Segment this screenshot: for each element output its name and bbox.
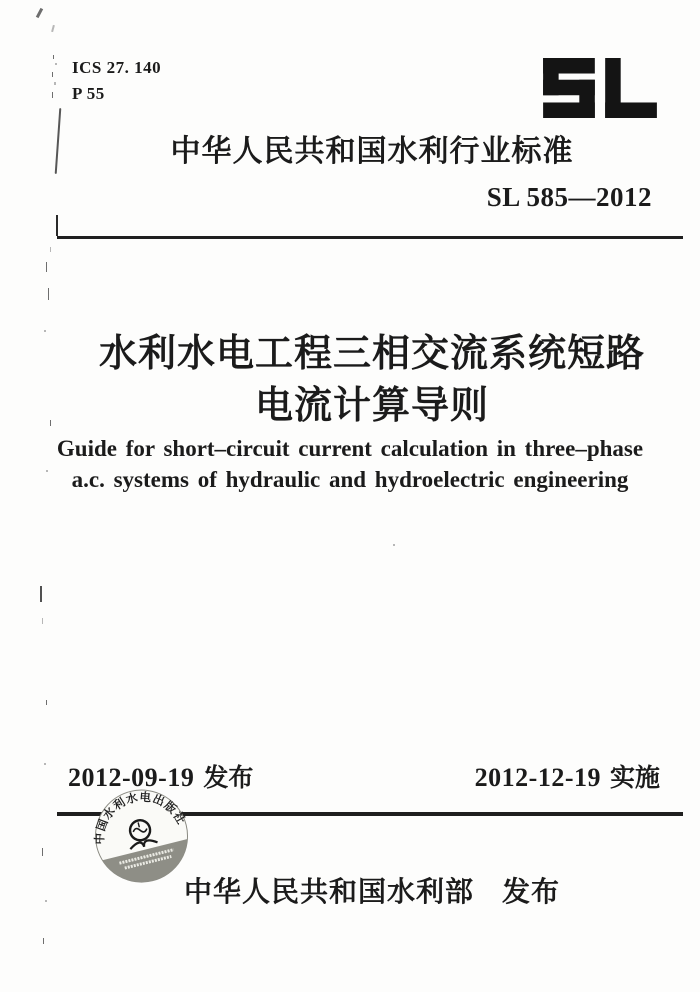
scan-speck xyxy=(40,586,42,602)
header-divider-rule xyxy=(57,236,683,239)
title-cn-line2: 电流计算导则 xyxy=(254,385,489,427)
scan-speck xyxy=(44,330,46,332)
publisher-name: 中华人民共和国水利部 xyxy=(183,876,474,907)
publisher-line xyxy=(44,870,700,910)
title-en-line1: Guide for short–circuit current calculation in three–phase xyxy=(56,436,644,461)
scan-speck xyxy=(54,82,56,85)
scan-speck xyxy=(44,763,46,765)
publisher-label: 发布 xyxy=(502,876,561,907)
issue-date-value: 2012-09-19 xyxy=(68,763,195,792)
scan-speck xyxy=(43,938,44,944)
scan-speck xyxy=(46,700,47,705)
issue-date-label: 发布 xyxy=(203,764,254,792)
standard-number: SL 585—2012 xyxy=(486,182,652,212)
title-en-line2: a.c. systems of hydraulic and hydroelectric engineering xyxy=(71,467,629,492)
sl-logo-icon xyxy=(543,58,657,118)
implementation-date-value: 2012-12-19 xyxy=(474,763,601,792)
implementation-date xyxy=(475,758,660,794)
scan-speck xyxy=(36,8,43,18)
standard-family-header: 中华人民共和国水利行业标准 xyxy=(170,135,574,168)
document-title-cn xyxy=(44,328,700,432)
document-title-en xyxy=(22,433,678,495)
scan-speck xyxy=(55,63,57,65)
ics-code: ICS 27. 140 xyxy=(72,58,162,77)
scan-speck xyxy=(393,544,395,546)
scan-speck xyxy=(53,55,54,59)
classification-codes xyxy=(72,55,161,107)
scan-speck xyxy=(52,72,53,77)
scan-speck xyxy=(51,25,55,32)
scan-speck xyxy=(46,470,48,472)
scan-speck xyxy=(42,618,43,624)
scan-speck xyxy=(45,900,47,902)
scan-speck xyxy=(50,247,51,252)
title-cn-line1: 水利水电工程三相交流系统短路 xyxy=(98,333,645,375)
class-code: P 55 xyxy=(72,84,105,103)
scan-speck xyxy=(46,262,47,272)
stamp-arc-text: 中国水利水电出版社 xyxy=(94,791,188,845)
scan-speck xyxy=(42,848,43,856)
scan-speck xyxy=(48,288,49,300)
scan-speck xyxy=(52,92,53,98)
implementation-date-label: 实施 xyxy=(609,764,660,792)
scan-speck xyxy=(50,420,51,426)
